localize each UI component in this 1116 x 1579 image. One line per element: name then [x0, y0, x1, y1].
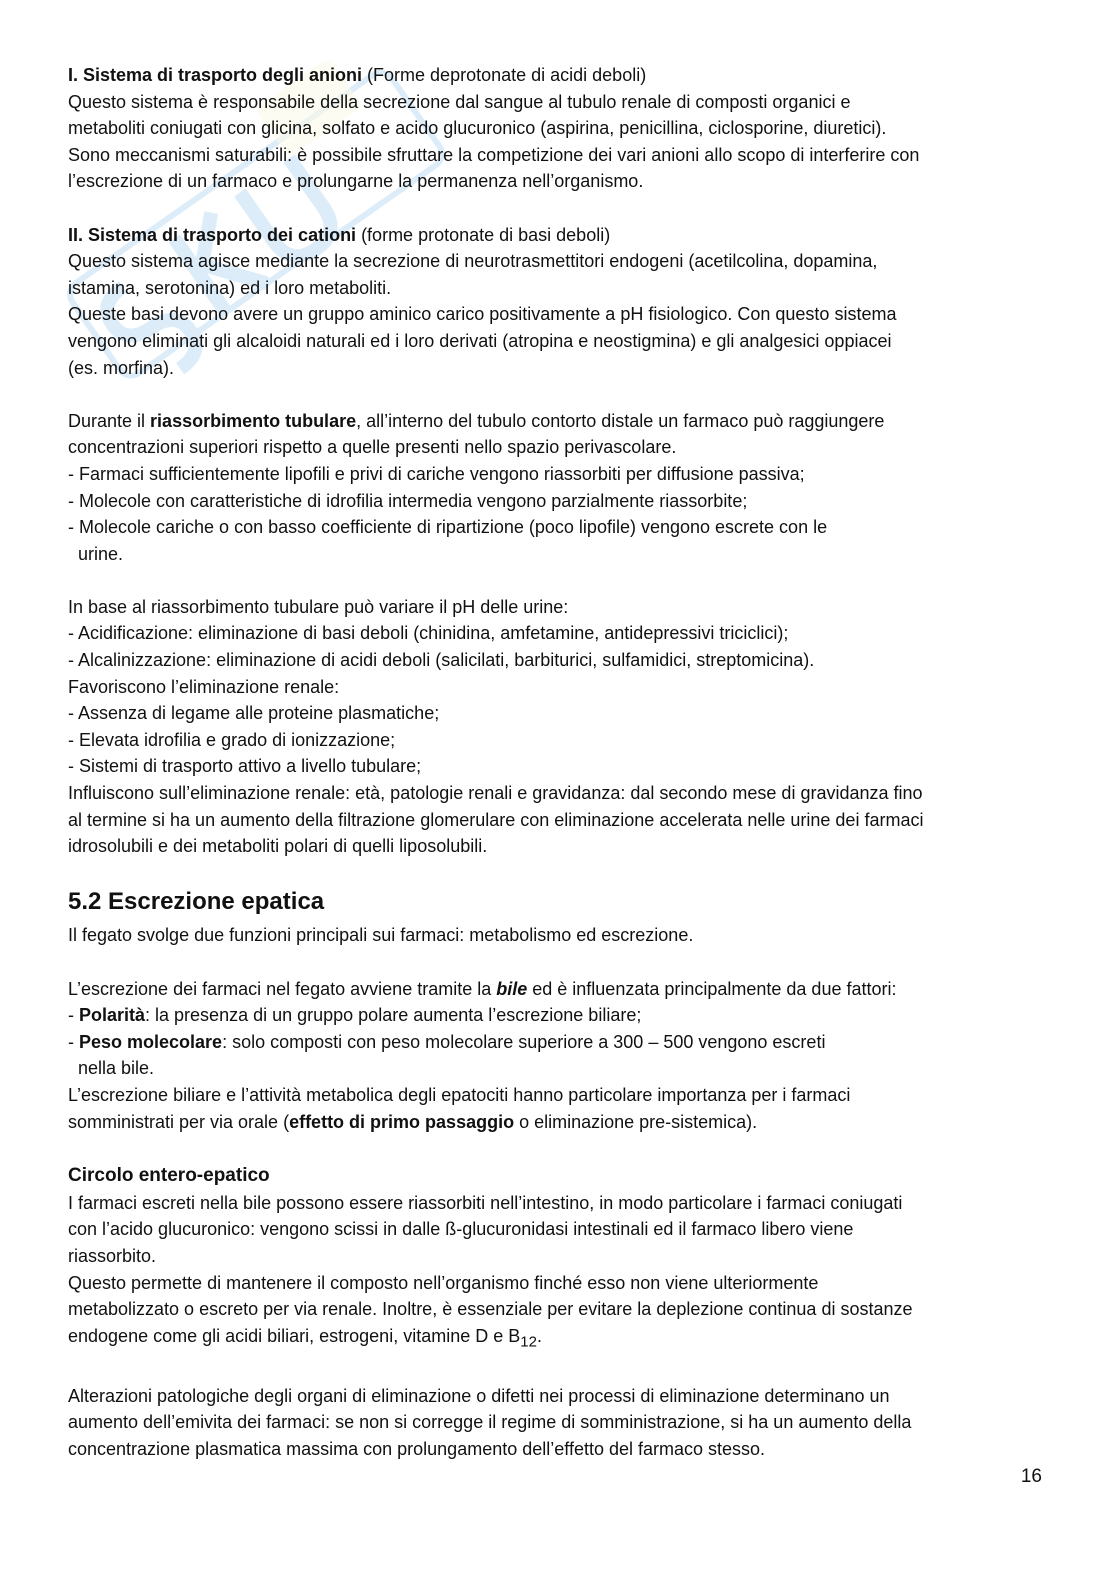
entero-line: Questo permette di mantenere il composto nell’organismo finché esso non viene ulteriormente	[68, 1272, 819, 1293]
cation-title-line	[68, 222, 1053, 249]
list-dash: -	[68, 1005, 79, 1026]
ph-line: Influiscono sull’eliminazione renale: età, patologie renali e gravidanza: dal secondo mese di gravidanza fino	[68, 783, 923, 804]
conclusion-line: aumento dell’emivita dei farmaci: se non si corregge il regime di somministrazione, si ha un aumento della	[68, 1412, 912, 1433]
bile-term: bile	[496, 978, 528, 999]
list-dash: -	[68, 1031, 79, 1052]
cation-title: II. Sistema di trasporto dei cationi	[68, 224, 357, 245]
bile-line	[68, 976, 1053, 1003]
urine-ph-section	[68, 594, 1053, 860]
page-number: 16	[1020, 1466, 1042, 1487]
cation-transport-section	[68, 222, 1053, 382]
list-item: - Farmaci sufficientemente lipofili e privi di cariche vengono riassorbiti per diffusione passiva;	[68, 463, 805, 484]
biliary-post: o eliminazione pre-sistemica).	[514, 1111, 758, 1132]
bile-post: ed è influenzata principalmente da due fattori:	[527, 978, 897, 999]
weight-label: Peso molecolare	[79, 1031, 223, 1052]
ph-line: In base al riassorbimento tubulare può variare il pH delle urine:	[68, 596, 569, 617]
subsection-heading-entero: Circolo entero-epatico	[68, 1164, 270, 1186]
hepatic-intro: Il fegato svolge due funzioni principali sui farmaci: metabolismo ed escrezione.	[68, 925, 694, 946]
conclusion-line: Alterazioni patologiche degli organi di eliminazione o difetti nei processi di eliminazione determinano un	[68, 1385, 890, 1406]
cation-line: Queste basi devono avere un gruppo aminico carico positivamente a pH fisiologico. Con questo sistema	[68, 304, 897, 325]
entero-last-line	[68, 1323, 1053, 1356]
anion-line: l’escrezione di un farmaco e prolungarne la permanenza nell’organismo.	[68, 171, 644, 192]
entero-line: I farmaci escreti nella bile possono essere riassorbiti nell’intestino, in modo particolare i farmaci coniugati	[68, 1192, 903, 1213]
anion-line: Questo sistema è responsabile della secrezione dal sangue al tubulo renale di composti organici e	[68, 91, 851, 112]
entero-hepatic-section	[68, 1162, 1053, 1356]
biliary-pre: somministrati per via orale (	[68, 1111, 290, 1132]
anion-title: I. Sistema di trasporto degli anioni	[68, 65, 363, 85]
cation-line: Questo sistema agisce mediante la secrezione di neurotrasmettitori endogeni (acetilcolina, dopamina,	[68, 251, 878, 272]
conclusion-line: concentrazione plasmatica massima con prolungamento dell’effetto del farmaco stesso.	[68, 1438, 766, 1459]
polarity-text: : la presenza di un gruppo polare aumenta l’escrezione biliare;	[145, 1005, 642, 1026]
reabsorption-intro-post: , all’interno del tubulo contorto distale un farmaco può raggiungere	[356, 410, 885, 431]
weight-text: : solo composti con peso molecolare superiore a 300 – 500 vengono escreti	[222, 1031, 826, 1052]
entero-last-pre: endogene come gli acidi biliari, estrogeni, vitamine D e B	[68, 1325, 521, 1346]
ph-line: - Acidificazione: eliminazione di basi deboli (chinidina, amfetamine, antidepressivi triciclici);	[68, 623, 789, 644]
first-pass-term: effetto di primo passaggio	[289, 1111, 515, 1132]
anion-line: Sono meccanismi saturabili: è possibile sfruttare la competizione dei vari anioni allo scopo di interferire con	[68, 144, 920, 165]
ph-line: - Elevata idrofilia e grado di ionizzazione;	[68, 729, 396, 750]
reabsorption-line: concentrazioni superiori rispetto a quelle presenti nello spazio perivascolare.	[68, 437, 677, 458]
entero-line: riassorbito.	[68, 1245, 157, 1266]
bile-factors-section	[68, 976, 1053, 1136]
ph-line: al termine si ha un aumento della filtrazione glomerulare con eliminazione accelerata nelle urine dei farmaci	[68, 809, 924, 830]
weight-item	[68, 1029, 1053, 1056]
entero-line: con l’acido glucuronico: vengono scissi in dalle ß-glucuronidasi intestinali ed il farmaco libero viene	[68, 1219, 854, 1240]
cation-line: (es. morfina).	[68, 357, 175, 378]
reabsorption-section	[68, 408, 1053, 568]
ph-line: - Assenza di legame alle proteine plasmatiche;	[68, 703, 440, 724]
hepatic-intro-block	[68, 922, 1053, 949]
biliary-line: L’escrezione biliare e l’attività metabolica degli epatociti hanno particolare importanza per i farmaci	[68, 1084, 851, 1105]
cation-subtitle: (forme protonate di basi deboli)	[356, 224, 611, 245]
entero-line: metabolizzato o escreto per via renale. Inoltre, è essenziale per evitare la deplezione continua di sostanze	[68, 1299, 913, 1320]
biliary-line-2	[68, 1109, 1053, 1136]
ph-line: Favoriscono l’eliminazione renale:	[68, 676, 340, 697]
bile-pre: L’escrezione dei farmaci nel fegato avviene tramite la	[68, 978, 497, 999]
list-item: - Molecole cariche o con basso coefficiente di ripartizione (poco lipofile) vengono escrete con le	[68, 517, 828, 538]
anion-line: metaboliti coniugati con glicina, solfato e acido glucuronico (aspirina, penicillina, ciclosporine, diuretici).	[68, 118, 887, 139]
reabsorption-term: riassorbimento tubulare	[150, 410, 357, 431]
conclusion-section	[68, 1383, 1053, 1463]
cation-line: vengono eliminati gli alcaloidi naturali ed i loro derivati (atropina e neostigmina) e gli analgesici oppiacei	[68, 330, 892, 351]
reabsorption-intro	[68, 408, 1053, 435]
vitamin-subscript: 12	[520, 1333, 537, 1351]
ph-line: idrosolubili e dei metaboliti polari di quelli liposolubili.	[68, 836, 488, 857]
page-content	[68, 62, 1053, 1489]
ph-line: - Alcalinizzazione: eliminazione di acidi deboli (salicilati, barbiturici, sulfamidici, streptomicina).	[68, 650, 815, 671]
polarity-label: Polarità	[79, 1005, 146, 1026]
anion-subtitle: (Forme deprotonate di acidi deboli)	[362, 65, 647, 85]
polarity-item	[68, 1002, 1053, 1029]
ph-line: - Sistemi di trasporto attivo a livello tubulare;	[68, 756, 422, 777]
reabsorption-intro-pre: Durante il	[68, 410, 151, 431]
anion-transport-section	[68, 62, 1053, 195]
list-item: - Molecole con caratteristiche di idrofilia intermedia vengono parzialmente riassorbite;	[68, 490, 748, 511]
section-heading-hepatic: 5.2 Escrezione epatica	[68, 888, 325, 916]
list-item-continuation: urine.	[78, 543, 124, 564]
entero-last-post: .	[536, 1325, 542, 1346]
weight-continuation: nella bile.	[78, 1058, 155, 1079]
cation-line: istamina, serotonina) ed i loro metaboliti.	[68, 277, 392, 298]
anion-title-line	[68, 62, 1053, 89]
